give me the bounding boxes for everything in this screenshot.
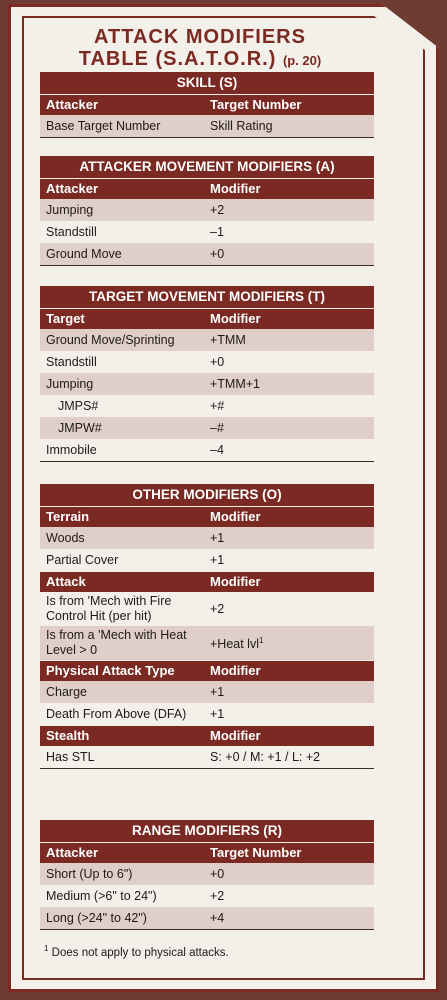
col-1: Physical Attack Type: [46, 663, 175, 678]
row-value: +1: [210, 685, 225, 699]
col-2: Modifier: [210, 574, 261, 589]
table-row: [40, 243, 374, 265]
footnote-marker: 1: [44, 944, 49, 953]
col-2: Modifier: [210, 509, 261, 524]
col-2: Target Number: [210, 845, 302, 860]
row-label: Partial Cover: [46, 553, 119, 567]
row-label: Is from a 'Mech with Heat Level > 0: [46, 628, 187, 657]
table-row: [40, 329, 374, 351]
col-1: Attacker: [46, 181, 99, 196]
table-row: [40, 417, 374, 439]
row-value: +TMM+1: [210, 377, 261, 391]
table-row: [40, 703, 374, 725]
table-row: [40, 221, 374, 243]
row-label: Charge: [46, 685, 87, 699]
table-row: [40, 115, 374, 137]
row-label: Short (Up to 6"): [46, 867, 133, 881]
table-row: [40, 527, 374, 549]
value-text: +Heat lvl: [210, 637, 259, 652]
row-value: +0: [210, 867, 225, 881]
row-label: Woods: [46, 531, 85, 545]
row-value: +2: [210, 889, 225, 903]
row-label: Jumping: [46, 203, 94, 217]
row-label: Ground Move/Sprinting: [46, 333, 175, 347]
col-1: Terrain: [46, 509, 90, 524]
row-value: +0: [210, 247, 225, 261]
col-2: Modifier: [210, 728, 261, 743]
row-value: S: +0 / M: +1 / L: +2: [210, 750, 321, 764]
row-value: [208, 633, 374, 652]
row-label: Immobile: [46, 443, 97, 457]
footnote-text: Does not apply to physical attacks.: [51, 946, 229, 959]
row-value: +#: [210, 399, 225, 413]
row-value: –4: [210, 443, 224, 457]
skill-col-1: Attacker: [46, 97, 99, 112]
table-row: [40, 885, 374, 907]
skill-col-2: Target Number: [210, 97, 302, 112]
col-2: Modifier: [210, 663, 261, 678]
col-1: Attack: [46, 574, 86, 589]
row-label: Medium (>6" to 24"): [46, 889, 157, 903]
page-title: [30, 26, 370, 72]
table-row: [40, 626, 374, 660]
attacker-movement-header: ATTACKER MOVEMENT MODIFIERS (A): [40, 156, 374, 178]
target-movement-section: [40, 286, 374, 462]
row-label: JMPS#: [58, 399, 99, 413]
row-value: +TMM: [210, 333, 246, 347]
range-column-header: [40, 842, 374, 863]
row-value: +0: [210, 355, 225, 369]
row-value: –#: [210, 421, 224, 435]
col-1: Target: [46, 311, 85, 326]
title-line-1: ATTACK MODIFIERS: [94, 26, 306, 48]
table-row: [40, 863, 374, 885]
row-label: Standstill: [46, 225, 97, 239]
table-row: [40, 373, 374, 395]
attacker-movement-section: [40, 156, 374, 266]
other-modifiers-section: [40, 484, 374, 769]
table-row: [40, 592, 374, 626]
table-row: [40, 395, 374, 417]
row-value: +1: [210, 553, 225, 567]
table-row: [40, 681, 374, 703]
terrain-column-header: [40, 506, 374, 527]
row-label: Base Target Number: [46, 119, 161, 133]
row-label: Long (>24" to 42"): [46, 911, 147, 925]
col-1: Attacker: [46, 845, 99, 860]
target-movement-column-header: [40, 308, 374, 329]
row-value: +1: [210, 531, 225, 545]
stealth-column-header: [40, 725, 374, 746]
row-label: JMPW#: [58, 421, 102, 435]
table-row: [40, 907, 374, 929]
other-modifiers-header: OTHER MODIFIERS (O): [40, 484, 374, 506]
row-value: +2: [210, 203, 225, 217]
row-label: Death From Above (DFA): [46, 707, 187, 721]
range-modifiers-header: RANGE MODIFIERS (R): [40, 820, 374, 842]
row-value: +1: [210, 707, 225, 721]
row-value: Skill Rating: [210, 119, 273, 133]
attacker-movement-column-header: [40, 178, 374, 199]
row-label: Ground Move: [46, 247, 122, 261]
skill-header: SKILL (S): [40, 72, 374, 94]
row-value: +4: [210, 911, 225, 925]
table-row: [40, 439, 374, 461]
page-reference: (p. 20): [282, 53, 322, 68]
table-row: [40, 199, 374, 221]
range-modifiers-section: [40, 820, 374, 930]
attack-column-header: [40, 571, 374, 592]
skill-section: [40, 72, 374, 138]
row-label: Is from 'Mech with Fire Control Hit (per hit): [46, 594, 172, 623]
row-label: Standstill: [46, 355, 97, 369]
row-value: –1: [210, 225, 224, 239]
title-line-2: [30, 48, 370, 72]
target-movement-header: TARGET MOVEMENT MODIFIERS (T): [40, 286, 374, 308]
row-value: +2: [210, 601, 225, 616]
col-2: Modifier: [210, 181, 261, 196]
table-row: [40, 549, 374, 571]
col-1: Stealth: [46, 728, 90, 743]
row-label: Has STL: [46, 750, 95, 764]
footnote: [44, 944, 374, 959]
col-2: Modifier: [210, 311, 261, 326]
physical-column-header: [40, 660, 374, 681]
footnote-marker: 1: [258, 636, 264, 646]
title-line-2-text: TABLE (S.A.T.O.R.): [78, 48, 277, 70]
row-label: Jumping: [46, 377, 94, 391]
table-row: [40, 746, 374, 768]
skill-column-header: [40, 94, 374, 115]
table-row: [40, 351, 374, 373]
